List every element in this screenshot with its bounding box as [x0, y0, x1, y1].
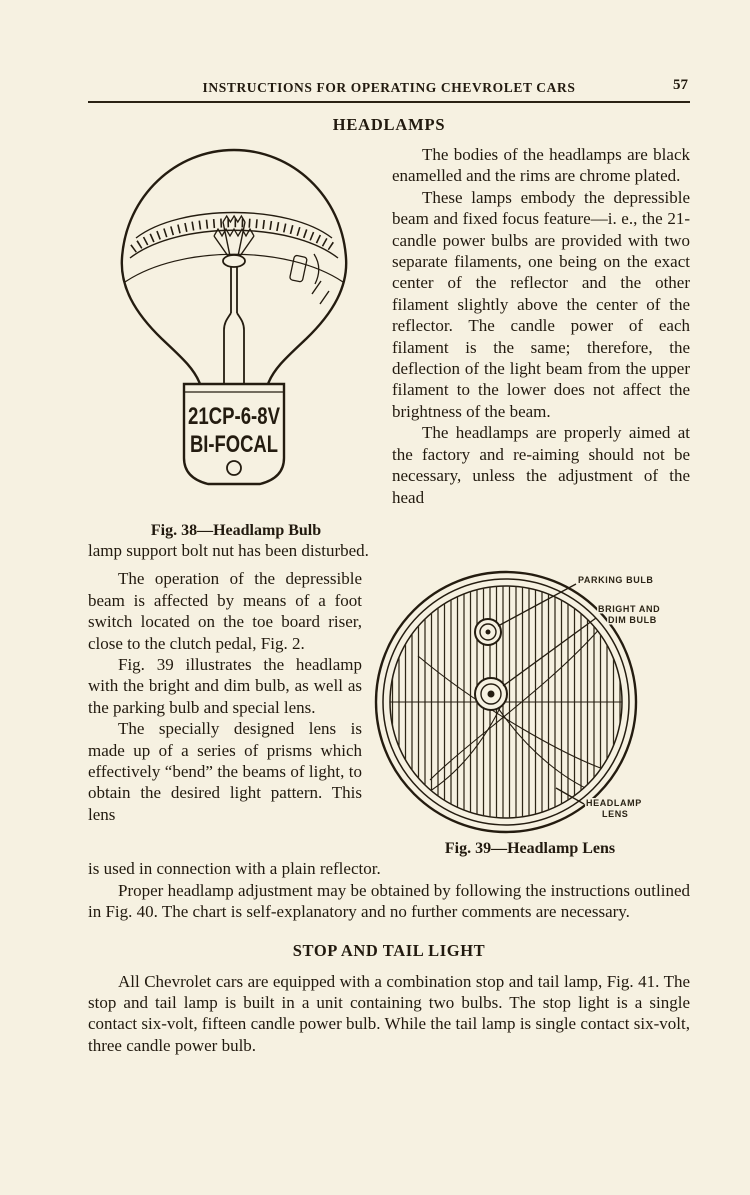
- figure-38: [88, 142, 384, 540]
- parking-bulb-label: PARKING BULB: [578, 575, 654, 586]
- paragraph-bodies: The bodies of the headlamps are black enamelled and the rims are chrome plated.: [392, 145, 690, 186]
- parking-bulb: [475, 619, 501, 645]
- paragraph-continuation-headlamp-support: lamp support bolt nut has been disturbed.: [88, 541, 369, 560]
- bulb-stem-and-filaments: [214, 216, 254, 384]
- headlamps-top-row: [88, 142, 690, 540]
- figure-38-caption: Fig. 38—Headlamp Bulb: [150, 522, 322, 539]
- paragraph-foot-switch: The operation of the depressible beam is affected by means of a foot switch located on the toe board riser, close to the clutch pedal, Fig. 2.: [88, 569, 362, 653]
- paragraph-fig39-intro: Fig. 39 illustrates the headlamp with the bright and dim bulb, as well as the parking bulb and special lens.: [88, 655, 362, 717]
- headlamps-mid-row: [88, 564, 690, 858]
- section-title-stop-tail-light: STOP AND TAIL LIGHT: [292, 940, 486, 960]
- bulb-bifocal-label: BI-FOCAL: [190, 431, 278, 458]
- running-header-title: INSTRUCTIONS FOR OPERATING CHEVROLET CARS: [202, 80, 576, 95]
- headlamp-lens-label-line1: HEADLAMP: [586, 798, 642, 809]
- page-header: [88, 77, 690, 103]
- paragraph-stop-tail: All Chevrolet cars are equipped with a combination stop and tail lamp, Fig. 41. The stop and tail lamp is built in a unit containing two bulbs. The stop light is a single contact six-volt, fifteen candle power bulb. While the tail lamp is single contact six-volt, three candle power bulb.: [88, 971, 690, 1055]
- bulb-glass-shading: [125, 213, 343, 305]
- headlamps-left-column: [88, 564, 362, 858]
- figure-39-caption: Fig. 39—Headlamp Lens: [444, 840, 616, 858]
- bulb-contact-tip: [227, 461, 241, 475]
- paragraph-adjustment: Proper headlamp adjustment may be obtained by following the instructions outlined in Fig. 40. The chart is self-explanatory and no further comments are necessary.: [88, 880, 690, 922]
- bulb-rating-label: 21CP-6-8V: [188, 403, 280, 430]
- figure-39: [362, 564, 690, 858]
- paragraph-continuation-plain-reflector: is used in connection with a plain reflector.: [88, 859, 381, 879]
- section-title-headlamps: HEADLAMPS: [332, 115, 446, 134]
- bright-dim-label-line2: DIM BULB: [608, 615, 657, 626]
- paragraph-lens-prisms: The specially designed lens is made up of a series of prisms which effectively “bend” the beams of light, to obtain the desired light pattern. This lens: [88, 719, 362, 824]
- paragraph-factory-aiming: The headlamps are properly aimed at the factory and re-aiming should not be necessary, unless the adjustment of the head: [392, 423, 690, 507]
- bright-dim-label-line1: BRIGHT AND: [598, 604, 661, 615]
- headlamp-bulb-illustration: [88, 144, 384, 518]
- headlamps-right-column: [384, 142, 690, 540]
- headlamp-lens-label-line2: LENS: [602, 809, 629, 820]
- bright-dim-bulb: [475, 678, 507, 710]
- headlamp-lens-illustration: [370, 568, 690, 836]
- page-number: 57: [673, 77, 688, 93]
- bulb-base: [184, 384, 284, 484]
- paragraph-depressible-beam: These lamps embody the depressible beam and fixed focus feature—i. e., the 21-candle power bulbs are provided with two separate filaments, one being on the exact center of the reflector and the other filament slightly above the center of the reflector. The candle power of each filament is the same; therefore, the deflection of the light beam from the upper filament to the lower does not affect the brightness of the beam.: [392, 187, 690, 421]
